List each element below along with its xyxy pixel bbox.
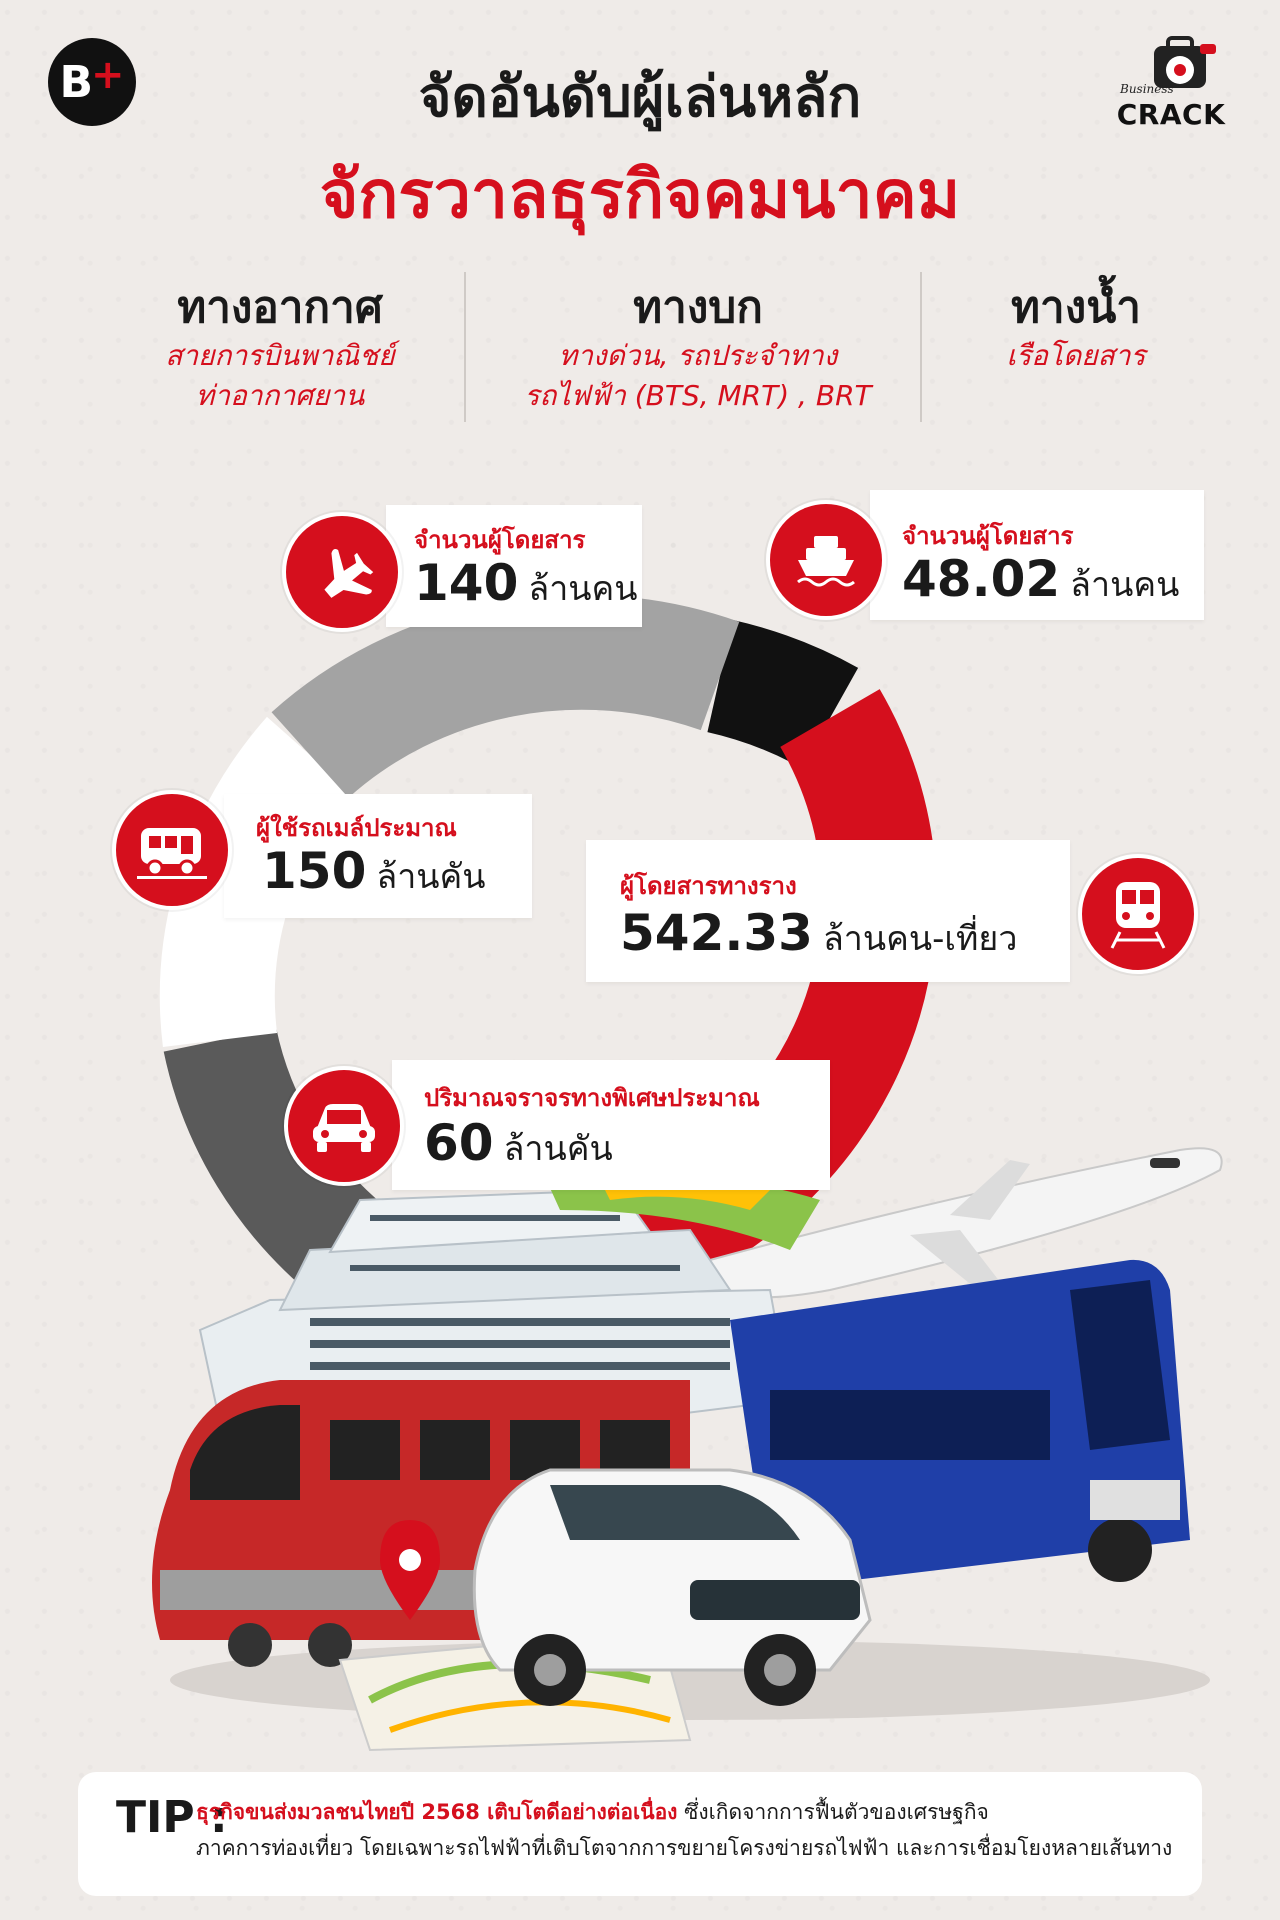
stat-unit: ล้านคน	[1070, 565, 1180, 605]
stat-value-row	[414, 554, 638, 615]
tip-label: TIP :	[116, 1792, 228, 1843]
ring-segment-air	[310, 652, 720, 755]
bus-icon	[112, 790, 232, 910]
category-line: ท่าอากาศยาน	[195, 379, 365, 412]
stat-value-row	[902, 550, 1179, 611]
airplane-icon	[282, 512, 402, 632]
stat-unit: ล้านคัน	[503, 1129, 613, 1169]
stat-value: 140	[414, 554, 519, 612]
stat-value-row	[424, 1114, 613, 1175]
car-illustration	[474, 1470, 870, 1706]
stat-value: 60	[424, 1114, 494, 1172]
car-icon	[284, 1066, 404, 1186]
vehicles-illustration	[130, 1140, 1240, 1760]
page-title: จัดอันดับผู้เล่นหลัก	[418, 65, 862, 130]
stat-unit: ล้านคน-เที่ยว	[822, 919, 1018, 959]
ship-icon	[766, 500, 886, 620]
stat-label: จำนวนผู้โดยสาร	[902, 522, 1074, 550]
stat-label: ผู้ใช้รถเมล์ประมาณ	[256, 814, 457, 842]
business-crack-script: Business	[1120, 82, 1174, 96]
category-water	[936, 280, 1216, 376]
category-air	[110, 280, 450, 416]
stat-value: 48.02	[902, 550, 1061, 608]
brand-logo-letter: B	[59, 56, 94, 108]
stat-label: ปริมาณจราจรทางพิเศษประมาณ	[424, 1084, 760, 1112]
stat-value: 542.33	[620, 904, 813, 962]
page-subtitle: จักรวาลธุรกิจคมนาคม	[319, 156, 961, 233]
tip-line-1	[196, 1794, 1196, 1830]
category-heading: ทางบก	[633, 282, 763, 333]
stat-value: 150	[262, 842, 367, 900]
stat-value-row	[262, 842, 486, 903]
category-line: ทางด่วน, รถประจำทาง	[558, 339, 838, 372]
category-line: รถไฟฟ้า (BTS, MRT) , BRT	[524, 379, 872, 412]
category-divider	[920, 272, 922, 422]
stat-unit: ล้านคัน	[376, 857, 486, 897]
stat-value-row	[620, 904, 1017, 965]
tip-line-1-rest: ซึ่งเกิดจากการฟื้นตัวของเศรษฐกิจ	[677, 1800, 989, 1824]
category-land	[478, 280, 918, 416]
tip-text	[196, 1794, 1196, 1866]
tip-line-2: ภาคการท่องเที่ยว โดยเฉพาะรถไฟฟ้าที่เติบโตจากการขยายโครงข่ายรถไฟฟ้า และการเชื่อมโยงหลายเส้นทาง	[196, 1836, 1173, 1860]
stat-label: ผู้โดยสารทางราง	[620, 872, 797, 900]
brand-logo-plus: +	[91, 52, 125, 98]
category-heading: ทางน้ำ	[1011, 282, 1141, 333]
stat-label: จำนวนผู้โดยสาร	[414, 526, 586, 554]
category-divider	[464, 272, 466, 422]
ring-segment-water	[720, 676, 830, 718]
category-line: เรือโดยสาร	[1006, 339, 1146, 372]
stat-unit: ล้านคน	[528, 569, 638, 609]
category-line: สายการบินพาณิชย์	[165, 339, 395, 372]
category-heading: ทางอากาศ	[177, 282, 383, 333]
tip-highlight: ธุรกิจขนส่งมวลชนไทยปี 2568 เติบโตดีอย่างต่อเนื่อง	[196, 1800, 678, 1824]
business-crack-text: CRACK	[1116, 98, 1226, 131]
train-icon	[1078, 854, 1198, 974]
